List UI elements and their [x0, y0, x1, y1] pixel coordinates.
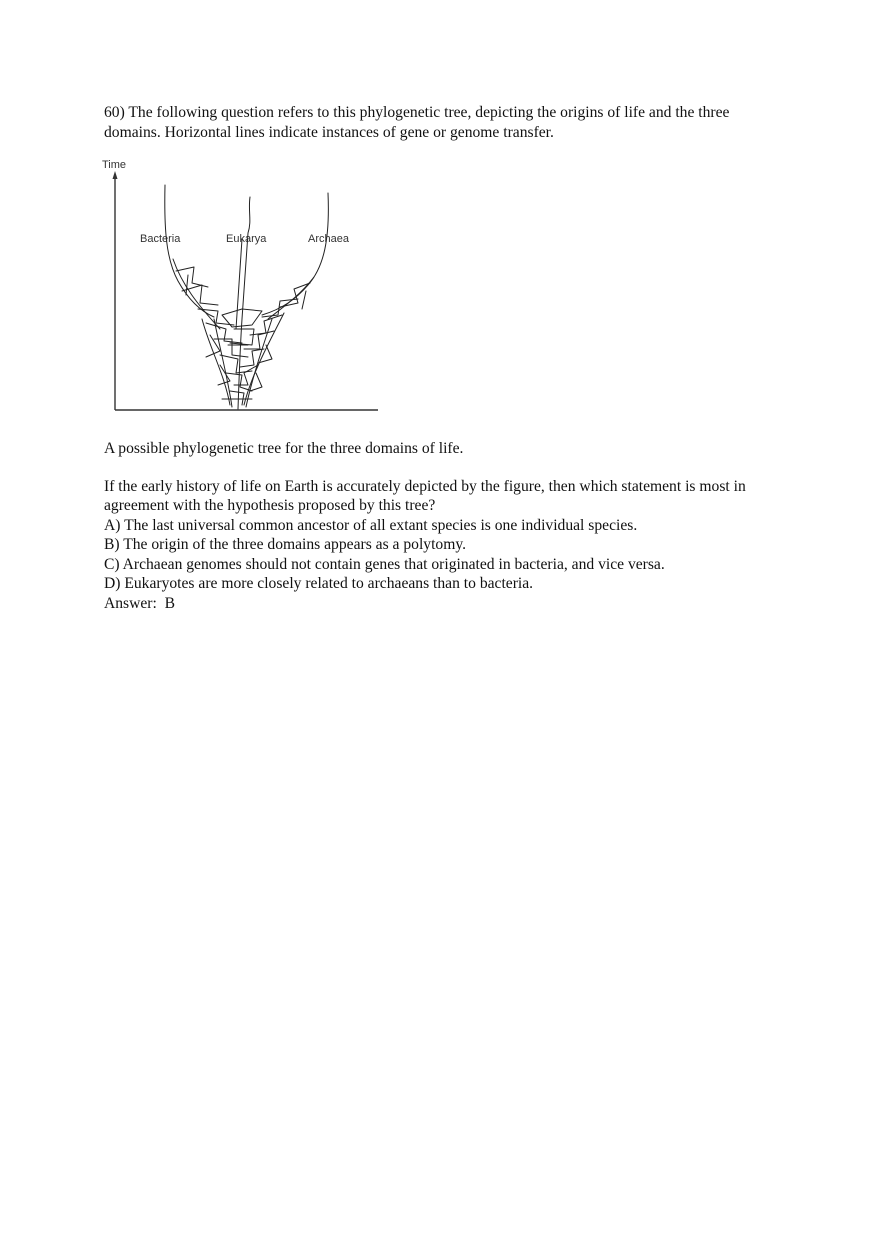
eukarya-central-line [238, 197, 250, 409]
question-intro: 60) The following question refers to this phylogenetic tree, depicting the origins of life and the three domains. Horizontal lines indicate instances of gene or genome transfer. [104, 104, 730, 141]
time-axis-label: Time [102, 159, 127, 171]
label-bacteria: Bacteria [140, 233, 181, 245]
phylogenetic-tree-figure [102, 159, 392, 421]
label-archaea: Archaea [308, 233, 349, 245]
answer-value: B [164, 594, 176, 612]
question-block [104, 477, 784, 614]
bacteria-inner-branch [173, 259, 220, 329]
eukarya-secondary-line [236, 239, 242, 329]
option-c: C) Archaean genomes should not contain genes that originated in bacteria, and vice versa. [104, 555, 665, 573]
document-page [104, 103, 784, 613]
answer-row [104, 594, 784, 614]
label-eukarya: Eukarya [226, 233, 267, 245]
time-axis-arrow [113, 171, 118, 179]
figure-caption: A possible phylogenetic tree for the three domains of life. [104, 440, 464, 457]
question-stem: If the early history of life on Earth is accurately depicted by the figure, then which statement is most in agreement with the hypothesis proposed by this tree? [104, 477, 746, 514]
answer-label: Answer: [104, 594, 157, 612]
tree-branches [165, 185, 329, 409]
bacteria-outer-branch [165, 185, 214, 317]
option-b: B) The origin of the three domains appears as a polytomy. [104, 536, 467, 553]
archaea-inner-branch [268, 277, 314, 319]
option-d: D) Eukaryotes are more closely related to archaeans than to bacteria. [104, 575, 534, 592]
option-a: A) The last universal common ancestor of all extant species is one individual species. [104, 516, 638, 534]
phylogenetic-tree-diagram [102, 159, 392, 421]
